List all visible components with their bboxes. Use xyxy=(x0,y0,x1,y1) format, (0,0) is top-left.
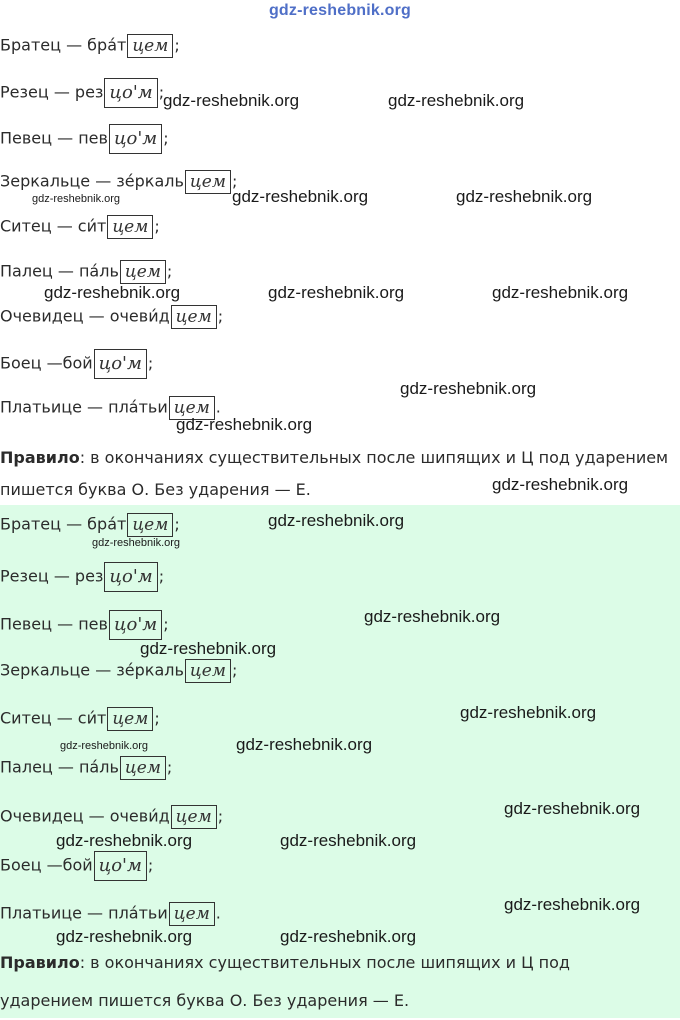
watermark: gdz-reshebnik.org xyxy=(388,91,525,110)
rule-label: Правило xyxy=(0,448,80,467)
ending-box: цо'м xyxy=(94,349,147,379)
watermark: gdz-reshebnik.org xyxy=(268,283,405,302)
word-row xyxy=(0,170,237,194)
word-text: Резец — рез xyxy=(0,82,104,102)
word-row xyxy=(0,349,153,379)
punctuation: . xyxy=(215,903,221,923)
ending-box: цем xyxy=(120,756,166,780)
punctuation: ; xyxy=(217,806,224,826)
watermark: gdz-reshebnik.org xyxy=(504,895,641,914)
punctuation: ; xyxy=(147,353,154,373)
rule-text: : в окончаниях существительных после шипящих и Ц под ударением пишется буква О. Без ударения — Е. xyxy=(0,448,669,499)
punctuation: ; xyxy=(231,660,238,680)
punctuation: ; xyxy=(174,514,180,534)
word-text: Платьице — пла́тьи xyxy=(0,397,168,417)
ending-box: цем xyxy=(185,659,231,683)
rule-paragraph xyxy=(0,442,676,506)
punctuation: ; xyxy=(174,35,180,55)
word-text: Платьице — пла́тьи xyxy=(0,903,168,923)
ending-box: цо'м xyxy=(94,851,147,881)
word-row xyxy=(0,805,223,829)
word-text: Боец —бой xyxy=(0,855,93,875)
word-row xyxy=(0,513,180,537)
word-text: Палец — па́ль xyxy=(0,261,119,281)
ending-box: цем xyxy=(127,513,173,537)
site-header[interactable]: gdz-reshebnik.org xyxy=(268,2,412,19)
watermark: gdz-reshebnik.org xyxy=(32,193,121,205)
ending-box: цо'м xyxy=(104,562,157,592)
word-text: Певец — пев xyxy=(0,128,108,148)
watermark: gdz-reshebnik.org xyxy=(60,740,149,752)
rule-paragraph xyxy=(0,944,620,1020)
ending-box: цем xyxy=(185,170,231,194)
word-text: Ситец — си́т xyxy=(0,216,107,236)
watermark: gdz-reshebnik.org xyxy=(504,799,641,818)
ending-box: цо'м xyxy=(109,124,162,154)
word-text: Певец — пев xyxy=(0,614,108,634)
punctuation: ; xyxy=(217,306,224,326)
watermark: gdz-reshebnik.org xyxy=(44,283,181,302)
watermark: gdz-reshebnik.org xyxy=(492,475,629,494)
ending-box: цем xyxy=(107,215,153,239)
word-row xyxy=(0,562,164,592)
word-text: Резец — рез xyxy=(0,566,104,586)
word-row xyxy=(0,610,169,640)
punctuation: ; xyxy=(154,216,160,236)
ending-box: цем xyxy=(169,396,215,420)
watermark: gdz-reshebnik.org xyxy=(280,831,417,850)
watermark: gdz-reshebnik.org xyxy=(456,187,593,206)
word-text: Зеркальце — зе́ркаль xyxy=(0,660,184,680)
word-row xyxy=(0,260,172,284)
word-text: Палец — па́ль xyxy=(0,757,119,777)
rule-text: : в окончаниях существительных после шипящих и Ц под ударением пишется буква О. Без ударения — Е. xyxy=(0,953,570,1010)
word-text: Боец —бой xyxy=(0,353,93,373)
word-row xyxy=(0,707,160,731)
ending-box: цем xyxy=(169,902,215,926)
punctuation: ; xyxy=(154,708,160,728)
watermark: gdz-reshebnik.org xyxy=(92,537,181,549)
word-row xyxy=(0,34,180,58)
rule-label: Правило xyxy=(0,953,80,972)
punctuation: ; xyxy=(166,757,173,777)
ending-box: цем xyxy=(127,34,173,58)
watermark: gdz-reshebnik.org xyxy=(400,379,537,398)
punctuation: ; xyxy=(158,82,165,102)
word-row xyxy=(0,902,221,926)
watermark: gdz-reshebnik.org xyxy=(492,283,629,302)
word-row xyxy=(0,78,164,108)
watermark: gdz-reshebnik.org xyxy=(176,415,313,434)
punctuation: ; xyxy=(158,566,165,586)
watermark: gdz-reshebnik.org xyxy=(364,607,501,626)
exercise-section-plain xyxy=(0,0,680,505)
word-row xyxy=(0,124,169,154)
word-text: Братец — бра́т xyxy=(0,35,127,55)
word-row xyxy=(0,215,160,239)
ending-box: цо'м xyxy=(109,610,162,640)
punctuation: ; xyxy=(166,261,173,281)
ending-box: цем xyxy=(171,805,217,829)
word-row xyxy=(0,305,223,329)
watermark: gdz-reshebnik.org xyxy=(280,927,417,946)
punctuation: . xyxy=(215,397,221,417)
watermark: gdz-reshebnik.org xyxy=(140,639,277,658)
ending-box: цем xyxy=(120,260,166,284)
watermark: gdz-reshebnik.org xyxy=(232,187,369,206)
word-text: Ситец — си́т xyxy=(0,708,107,728)
watermark: gdz-reshebnik.org xyxy=(56,927,193,946)
word-row xyxy=(0,851,153,881)
ending-box: цо'м xyxy=(104,78,157,108)
word-row xyxy=(0,659,237,683)
word-text: Очевидец — очеви́д xyxy=(0,306,170,326)
word-text: Братец — бра́т xyxy=(0,514,127,534)
watermark: gdz-reshebnik.org xyxy=(56,831,193,850)
watermark: gdz-reshebnik.org xyxy=(460,703,597,722)
watermark: gdz-reshebnik.org xyxy=(268,511,405,530)
punctuation: ; xyxy=(231,171,238,191)
watermark: gdz-reshebnik.org xyxy=(163,91,300,110)
word-row xyxy=(0,756,172,780)
punctuation: ; xyxy=(147,855,154,875)
ending-box: цем xyxy=(171,305,217,329)
ending-box: цем xyxy=(107,707,153,731)
punctuation: ; xyxy=(163,614,169,634)
punctuation: ; xyxy=(163,128,169,148)
word-text: Зеркальце — зе́ркаль xyxy=(0,171,184,191)
watermark: gdz-reshebnik.org xyxy=(236,735,373,754)
word-text: Очевидец — очеви́д xyxy=(0,806,170,826)
